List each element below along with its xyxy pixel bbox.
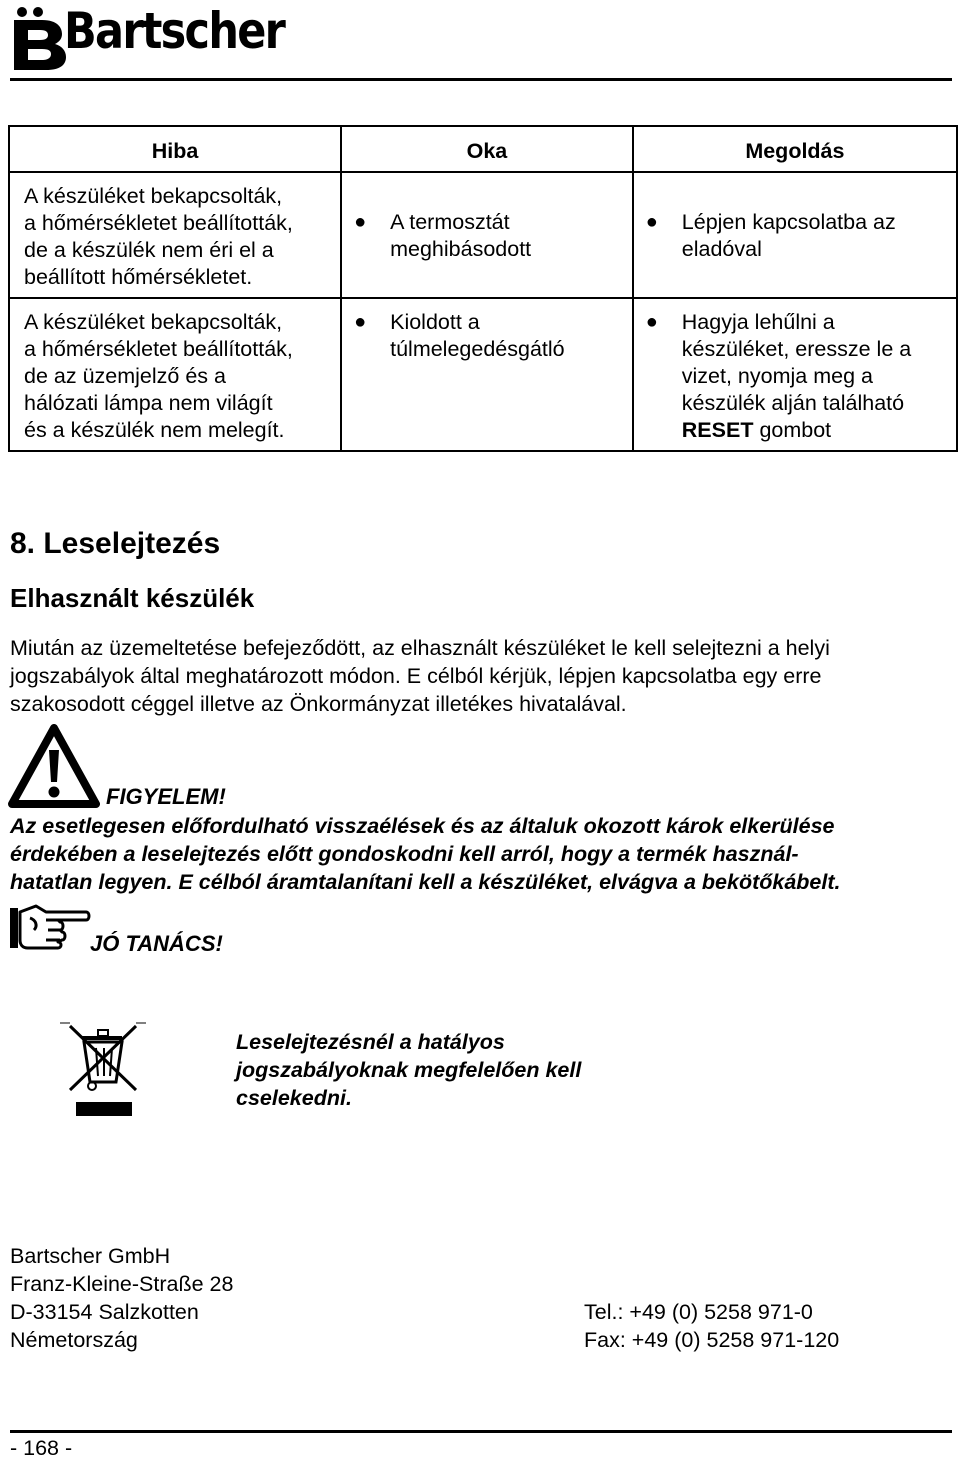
fault-line: a hőmérsékletet beállították, — [24, 211, 293, 235]
cause-cell — [341, 298, 633, 451]
warning-line: hatatlan legyen. E célból áramtalanítani kell a készüléket, elvágva a bekötőkábelt. — [10, 870, 841, 894]
paragraph-line: Miután az üzemeltetése befejeződött, az elhasznált készüléket le kell selejtezni a helyi — [10, 636, 830, 660]
solution-cell — [633, 172, 957, 298]
section-subheading: Elhasznált készülék — [10, 583, 255, 613]
company-street: Franz-Kleine-Straße 28 — [10, 1272, 234, 1296]
fault-line: de az üzemjelző és a — [24, 364, 226, 388]
disposal-line: cselekedni. — [236, 1086, 352, 1110]
company-address — [10, 1242, 233, 1354]
warning-text — [10, 812, 955, 896]
paragraph-line: jogszabályok által meghatározott módon. E célból kérjük, lépjen kapcsolatba egy erre — [10, 664, 822, 688]
warning-title: FIGYELEM! — [106, 784, 226, 809]
header-solution: Megoldás — [633, 126, 957, 172]
pointing-hand-icon — [8, 900, 92, 952]
solution-line: készüléket, eressze le a — [681, 337, 912, 361]
disposal-note — [236, 1028, 581, 1112]
solution-line: készülék alján található — [681, 391, 905, 415]
crossed-bin-icon — [60, 1022, 150, 1118]
solution-line-last — [682, 417, 911, 444]
fault-line: a hőmérsékletet beállították, — [24, 337, 293, 361]
solution-line: eladóval — [681, 237, 762, 261]
fault-line: A készüléket bekapcsolták, — [24, 310, 283, 334]
company-tel: Tel.: +49 (0) 5258 971-0 — [584, 1300, 813, 1324]
solution-line: Lépjen kapcsolatba az — [681, 210, 896, 234]
solution-cell — [633, 298, 957, 451]
header-rule — [10, 78, 952, 81]
bartscher-logo — [12, 2, 285, 70]
disposal-line: jogszabályoknak megfelelően kell — [236, 1058, 582, 1082]
company-country: Németország — [10, 1328, 138, 1352]
section-heading: 8. Leselejtezés — [10, 527, 221, 560]
bullet-icon: ● — [645, 311, 658, 333]
cause-line: meghibásodott — [390, 237, 532, 261]
cause-line: A termosztát — [390, 210, 510, 234]
warning-triangle-icon — [8, 724, 100, 808]
solution-bullet — [646, 309, 948, 444]
company-name: Bartscher GmbH — [10, 1244, 171, 1268]
company-city: D-33154 Salzkotten — [10, 1300, 199, 1324]
fault-cell — [9, 172, 341, 298]
cause-line: Kioldott a — [390, 310, 480, 334]
table-row — [9, 172, 957, 298]
table-row — [9, 298, 957, 451]
company-fax: Fax: +49 (0) 5258 971-120 — [584, 1328, 840, 1352]
company-contact — [584, 1298, 839, 1354]
footer-rule — [10, 1430, 952, 1433]
paragraph-line: szakosodott céggel illetve az Önkormányzat illetékes hivatalával. — [10, 692, 627, 716]
header-fault: Hiba — [9, 126, 341, 172]
fault-line: A készüléket bekapcsolták, — [24, 184, 283, 208]
logo-text: Bartscher — [64, 2, 285, 60]
table-header-row — [9, 126, 957, 172]
cause-cell — [341, 172, 633, 298]
disposal-paragraph — [10, 634, 950, 718]
warning-line: érdekében a leselejtezés előtt gondoskodni kell arról, hogy a termék használ- — [10, 842, 799, 866]
solution-bullet — [646, 183, 948, 263]
fault-line: beállított hőmérsékletet. — [24, 265, 253, 289]
cause-bullet — [354, 309, 624, 363]
fault-line: és a készülék nem melegít. — [24, 418, 285, 442]
warning-line: Az esetlegesen előfordulható visszaélések és az általuk okozott károk elkerülése — [10, 814, 835, 838]
solution-tail: gombot — [753, 418, 832, 442]
solution-line: Hagyja lehűlni a — [681, 310, 835, 334]
tip-title: JÓ TANÁCS! — [90, 931, 223, 956]
fault-cell — [9, 298, 341, 451]
cause-line: túlmelegedésgátló — [390, 337, 565, 361]
fault-line: de a készülék nem éri el a — [24, 238, 274, 262]
fault-line: hálózati lámpa nem világít — [24, 391, 273, 415]
bullet-icon: ● — [645, 211, 658, 233]
bullet-icon: ● — [354, 211, 367, 233]
solution-line: vizet, nyomja meg a — [681, 364, 873, 388]
bullet-icon: ● — [354, 311, 367, 333]
logo-b-mark — [12, 6, 64, 68]
reset-label: RESET — [681, 418, 754, 442]
disposal-line: Leselejtezésnél a hatályos — [236, 1030, 505, 1054]
header-cause: Oka — [341, 126, 633, 172]
troubleshooting-table — [8, 125, 958, 452]
page-number: - 168 - — [10, 1436, 73, 1460]
cause-bullet — [354, 183, 624, 263]
